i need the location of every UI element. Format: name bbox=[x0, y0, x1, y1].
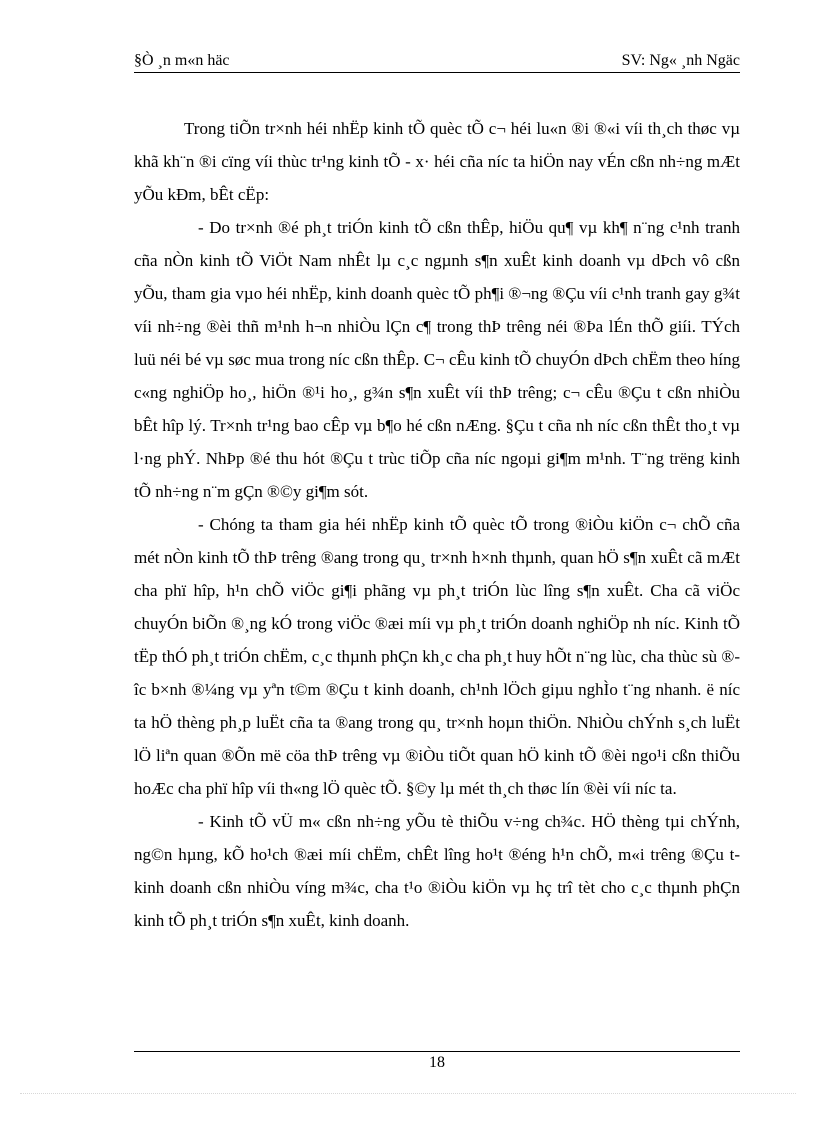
header-student-name: SV: Ng« ¸nh Ngäc bbox=[621, 52, 740, 69]
header-course-title: §Ò ¸n m«n häc bbox=[134, 52, 230, 69]
paragraph-bullet-3: - Kinh tÕ vÜ m« cßn nh÷ng yÕu tè thiÕu v÷ng ch¾c. HÖ thèng tµi chÝnh, ng©n hµng, kÕ ho¹ch ®æi míi chËm, chÊt lîng ho¹t ®éng h¹n chÕ, m«i trêng ®Çu t kinh doanh cßn nhiÒu víng m¾c, cha t¹o ®iÒu kiÖn vµ hç trî tèt cho c¸c thµnh phÇn kinh tÕ ph¸t triÓn s¶n xuÊt, kinh doanh. bbox=[134, 812, 740, 930]
footer-divider bbox=[134, 1051, 740, 1052]
document-body bbox=[134, 112, 740, 937]
header-divider bbox=[134, 72, 740, 73]
page-edge-divider bbox=[20, 1093, 796, 1094]
paragraph-bullet-2: - Chóng ta tham gia héi nhËp kinh tÕ quèc tÕ trong ®iÒu kiÖn c¬ chÕ cña mét nÒn kinh tÕ thÞ trêng ®ang trong qu¸ tr×nh h×nh thµnh, quan hÖ s¶n xuÊt cã mÆt cha phï hîp, h¹n chÕ viÖc gi¶i phãng vµ ph¸t triÓn lùc lîng s¶n xuÊt. Cha cã viÖc chuyÓn biÕn ®¸ng kÓ trong viÖc ®æi míi vµ ph¸t triÓn doanh nghiÖp nh níc. Kinh tÕ tËp thÓ ph¸t triÓn chËm, c¸c thµnh phÇn kh¸c cha ph¸t huy hÕt n¨ng lùc, cha thùc sù ®îc b×nh ®¼ng vµ yªn t©m ®Çu t kinh doanh, ch¹nh lÖch giµu nghÌo t¨ng nhanh. ë níc ta hÖ thèng ph¸p luËt cña ta ®ang trong qu¸ tr×nh hoµn thiÖn. NhiÒu chÝnh s¸ch luËt lÖ liªn quan ®Õn më cöa thÞ trêng vµ ®iÒu tiÕt quan hÖ kinh tÕ ®èi ngo¹i cßn thiÕu hoÆc cha phï hîp víi th«ng lÖ quèc tÕ. §©y lµ mét th¸ch thøc lín ®èi víi níc ta. bbox=[134, 515, 740, 798]
paragraph-bullet-1: - Do tr×nh ®é ph¸t triÓn kinh tÕ cßn thÊp, hiÖu qu¶ vµ kh¶ n¨ng c¹nh tranh cña nÒn kinh tÕ ViÖt Nam nhÊt lµ c¸c ngµnh s¶n xuÊt kinh doanh vµ dÞch vô cßn yÕu, tham gia vµo héi nhËp, kinh doanh quèc tÕ ph¶i ®¬ng ®Çu víi c¹nh tranh gay g¾t víi nh÷ng ®èi thñ m¹nh h¬n nhiÒu lÇn c¶ trong thÞ trêng néi ®Þa lÉn thÕ giíi. TÝch luü néi bé vµ søc mua trong níc cßn thÊp. C¬ cÊu kinh tÕ chuyÓn dÞch chËm theo híng c«ng nghiÖp ho¸, hiÖn ®¹i ho¸, g¾n s¶n xuÊt víi thÞ trêng; c¬ cÊu ®Çu t cßn nhiÒu bÊt hîp lý. Tr×nh tr¹ng bao cÊp vµ b¶o hé cßn nÆng. §Çu t cña nh níc cßn thÊt tho¸t vµ l·ng phÝ. NhÞp ®é thu hót ®Çu t trùc tiÕp cña níc ngoµi gi¶m m¹nh. T¨ng trëng kinh tÕ nh÷ng n¨m gÇn ®©y gi¶m sót. bbox=[134, 218, 740, 501]
paragraph-intro: Trong tiÕn tr×nh héi nhËp kinh tÕ quèc tÕ c¬ héi lu«n ®i ®«i víi th¸ch thøc vµ khã kh¨n ®i cïng víi thùc tr¹ng kinh tÕ - x· héi cña níc ta hiÖn nay vÉn cßn nh÷ng mÆt yÕu kÐm, bÊt cËp: bbox=[134, 119, 740, 204]
page-number: 18 bbox=[429, 1054, 445, 1071]
